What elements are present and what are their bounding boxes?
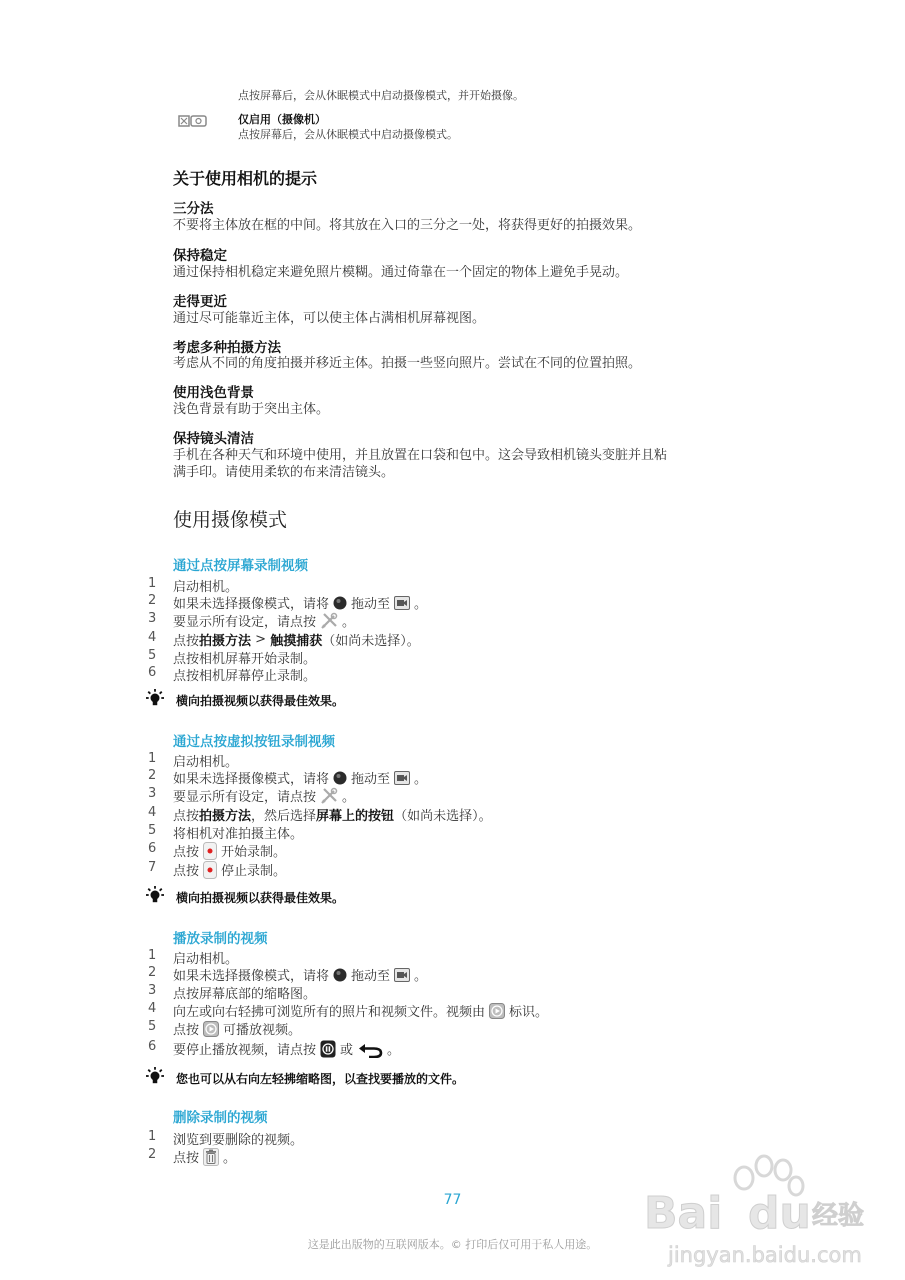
step-number: 2 [148,768,157,783]
step [173,665,316,684]
tip-title: 使用浅色背景 [173,385,254,401]
step [173,1019,301,1038]
settings-tools-icon [320,612,338,630]
lightbulb-icon [146,886,164,904]
step-text: 浏览到要删除的视频。 [173,1133,304,1148]
tip-body: 通过尽可能靠近主体，可以使主体占满相机屏幕视图。 [173,311,486,326]
step-number: 5 [148,823,157,838]
step-number: 1 [148,1129,157,1144]
video-section-heading: 使用摄像模式 [173,509,288,531]
procedure-title: 播放录制的视频 [173,931,268,947]
menu-term: 触摸捕获 [270,634,323,649]
step-number: 5 [148,1019,157,1034]
svg-text:du: du [748,1188,811,1239]
video-camera-icon [394,968,410,982]
step-text: 点按相机屏幕停止录制。 [173,669,317,684]
step [173,611,355,630]
step [173,786,355,805]
stop-record-button-icon [203,861,217,879]
step-text: 如果未选择摄像模式，请将 [173,772,330,787]
tip-body: 浅色背景有助于突出主体。 [173,402,330,417]
step-text: 。 [342,615,356,630]
step-text: 如果未选择摄像模式，请将 [173,597,330,612]
step [173,983,316,1002]
step-number: 4 [148,805,157,820]
step-text: 要停止播放视频，请点按 [173,1043,317,1058]
step-text: 。 [414,597,428,612]
lightbulb-icon [146,1067,164,1085]
slider-knob-icon [333,771,347,785]
step-number: 2 [148,1147,157,1162]
step [173,805,492,824]
option-title: 仅启用（摄像机） [238,113,326,126]
tip-body: 不要将主体放在框的中间。将其放在入口的三分之一处，将获得更好的拍摄效果。 [173,218,642,233]
step [173,1147,236,1166]
tip-body: 通过保持相机稳定来避免照片模糊。通过倚靠在一个固定的物体上避免手晃动。 [173,265,629,280]
back-arrow-icon [357,1040,383,1058]
step-number: 1 [148,576,157,591]
step-text: 启动相机。 [173,755,239,770]
step [173,593,427,612]
step-text: 拖动至 [351,772,391,787]
step [173,823,303,842]
step-text: 启动相机。 [173,952,239,967]
step [173,841,286,860]
intro-text: 点按屏幕后，会从休眠模式中启动摄像模式，并开始摄像。 [238,89,524,102]
hint-text: 您也可以从右向左轻拂缩略图，以查找要播放的文件。 [176,1072,465,1086]
step-number: 2 [148,965,157,980]
tip-body: 考虑从不同的角度拍摄并移近主体。拍摄一些竖向照片。尝试在不同的位置拍照。 [173,356,642,371]
step [173,1001,548,1020]
step-number: 1 [148,751,157,766]
step [173,860,286,879]
step-text: 向左或向右轻拂可浏览所有的照片和视频文件。视频由 [173,1005,486,1020]
svg-text:jingyan.baidu.com: jingyan.baidu.com [668,1243,862,1267]
footer-note: 这是此出版物的互联网版本。© 打印后仅可用于私人用途。 [307,1238,598,1251]
step-text: 可播放视频。 [223,1023,302,1038]
procedure-title: 通过点按虚拟按钮录制视频 [173,734,335,750]
step-text: 点按 [173,845,200,860]
step-text: 点按 [173,1023,200,1038]
slider-knob-icon [333,596,347,610]
tip-title: 保持稳定 [173,248,227,264]
step-number: 5 [148,648,157,663]
step-text: 点按 [173,864,200,879]
video-camera-icon [394,771,410,785]
step [173,630,420,649]
step-number: 3 [148,786,157,801]
step-text: 。 [414,772,428,787]
step-text: 点按 [173,809,200,824]
record-button-icon [203,842,217,860]
tip-title: 考虑多种拍摄方法 [173,340,281,356]
step-text: 点按 [173,1151,200,1166]
svg-text:Bai: Bai [644,1188,723,1239]
step-text: 点按 [173,634,200,649]
step-text: 启动相机。 [173,580,239,595]
step-text: 将相机对准拍摄主体。 [173,827,304,842]
step-text: 点按屏幕底部的缩略图。 [173,987,317,1002]
tip-title: 走得更近 [173,294,227,310]
video-play-icon [489,1003,505,1019]
step-number: 6 [148,1039,157,1054]
procedure-title: 通过点按屏幕录制视频 [173,558,308,574]
step-text: ，然后选择 [251,809,317,824]
tip-body-continued: 满手印。请使用柔软的布来清洁镜头。 [173,465,395,480]
step-number: 6 [148,841,157,856]
step [173,965,427,984]
menu-term: 拍摄方法 [199,809,252,824]
step [173,1039,400,1058]
video-mode-icon [178,113,208,133]
play-icon [203,1021,219,1037]
step-text: 拖动至 [351,969,391,984]
step-text: 。 [414,969,428,984]
option-description: 点按屏幕后，会从休眠模式中启动摄像模式。 [238,128,458,141]
step-text: 。 [342,790,356,805]
step-text: 开始录制。 [221,845,287,860]
step-number: 1 [148,948,157,963]
step-text: 要显示所有设定，请点按 [173,615,317,630]
page-number: 77 [443,1192,462,1208]
step-number: 6 [148,665,157,680]
hint-text: 横向拍摄视频以获得最佳效果。 [176,694,345,708]
procedure-title: 删除录制的视频 [173,1110,268,1126]
hint-text: 横向拍摄视频以获得最佳效果。 [176,891,345,905]
step-text: 。 [223,1151,237,1166]
step-number: 4 [148,1001,157,1016]
step-text: > [251,632,271,647]
tip-title: 三分法 [173,201,214,217]
step-number: 2 [148,593,157,608]
step-text: 要显示所有设定，请点按 [173,790,317,805]
step [173,768,427,787]
lightbulb-icon [146,689,164,707]
slider-knob-icon [333,968,347,982]
step-text: 停止录制。 [221,864,287,879]
step-text: 如果未选择摄像模式，请将 [173,969,330,984]
step [173,1129,303,1148]
menu-term: 拍摄方法 [199,634,252,649]
step-number: 3 [148,611,157,626]
menu-term: 屏幕上的按钮 [316,809,395,824]
step-number: 3 [148,983,157,998]
pause-icon [320,1040,336,1058]
tip-title: 保持镜头清洁 [173,431,254,447]
step-text: 拖动至 [351,597,391,612]
video-camera-icon [394,596,410,610]
step-text: 或 [340,1043,354,1058]
step-text: （如尚未选择）。 [394,809,492,824]
settings-tools-icon [320,787,338,805]
step-text: （如尚未选择）。 [322,634,420,649]
step-number: 4 [148,630,157,645]
svg-text:经验: 经验 [812,1201,865,1231]
step-text: 点按相机屏幕开始录制。 [173,652,317,667]
tip-body: 手机在各种天气和环境中使用，并且放置在口袋和包中。这会导致相机镜头变脏并且粘 [173,448,668,463]
tips-heading: 关于使用相机的提示 [173,169,318,188]
step-number: 7 [148,860,157,875]
step-text: 标识。 [509,1005,549,1020]
trash-icon [203,1148,219,1166]
step-text: 。 [387,1043,401,1058]
